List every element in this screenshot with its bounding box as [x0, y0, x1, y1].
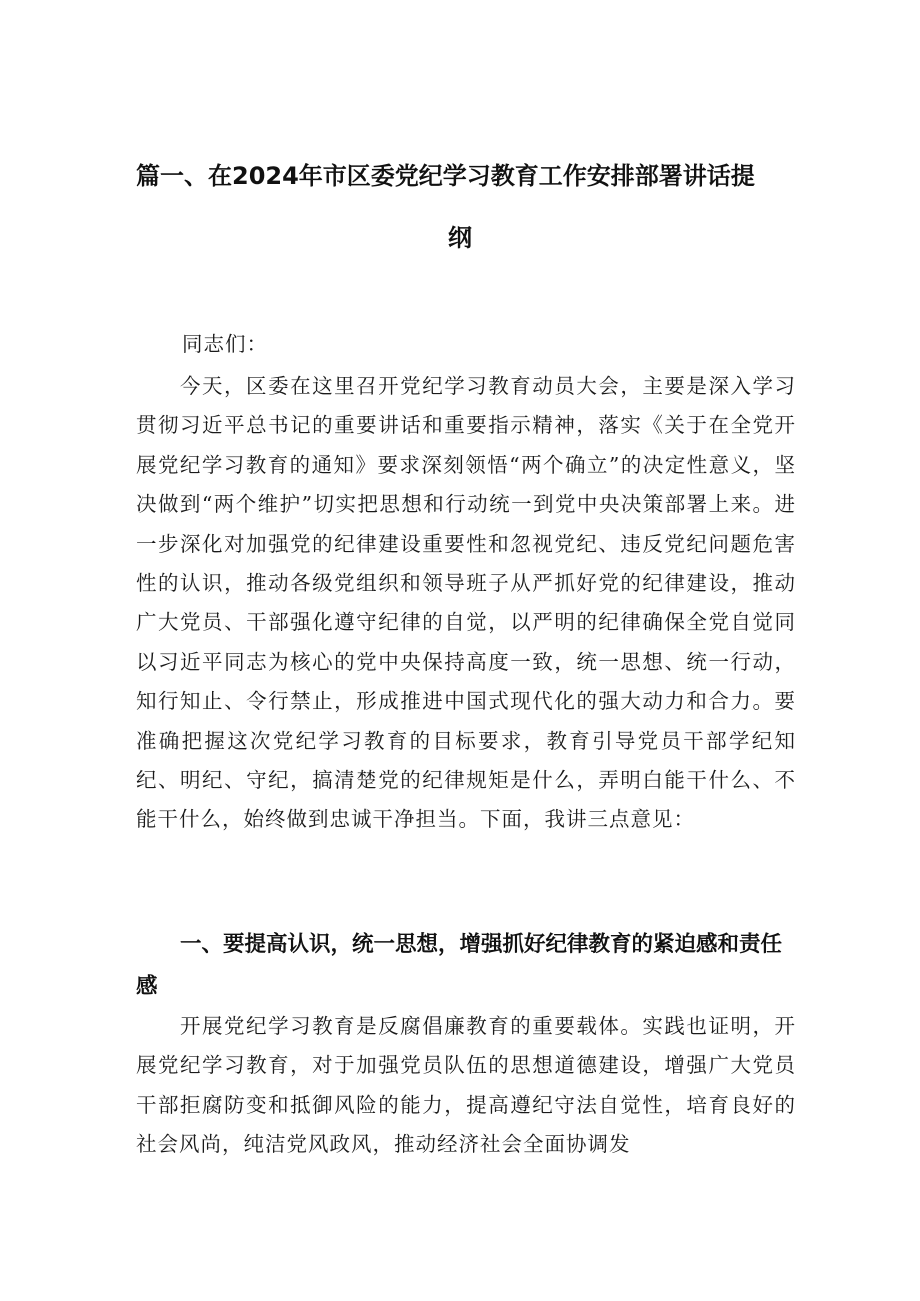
paragraph-intro: 今天，区委在这里召开党纪学习教育动员大会，主要是深入学习贯彻习近平总书记的重要讲话和重要指示精神，落实《关于在全党开展党纪学习教育的通知》要求深刻领悟“两个确立”的决定性意义，坚决做到“两个维护”切实把思想和行动统一到党中央决策部署上来。进一步深化对加强党的纪律建设重要性和忽视党纪、违反党纪问题危害性的认识，推动各级党组织和领导班子从严抓好党的纪律建设，推动广大党员、干部强化遵守纪律的自觉，以严明的纪律确保全党自觉同以习近平同志为核心的党中央保持高度一致，统一思想、统一行动，知行知止、令行禁止，形成推进中国式现代化的强大动力和合力。要准确把握这次党纪学习教育的目标要求，教育引导党员干部学纪知纪、明纪、守纪，搞清楚党的纪律规矩是什么，弄明白能干什么、不能干什么，始终做到忠诚干净担当。下面，我讲三点意见： — [136, 374, 796, 832]
document-title-line2: 纲 — [448, 224, 472, 252]
paragraph-section1: 开展党纪学习教育是反腐倡廉教育的重要载体。实践也证明，开展党纪学习教育，对于加强党员队伍的思想道德建设，增强广大党员干部拒腐防变和抵御风险的能力，提高遵纪守法自觉性，培育良好的社会风尚，纯洁党风政风，推动经济社会全面协调发 — [136, 1014, 796, 1157]
greeting: 同志们： — [182, 332, 268, 356]
document-title-line1: 篇一、在2024年市区委党纪学习教育工作安排部署讲话提 — [136, 162, 755, 190]
section-heading-1: 一、要提高认识，统一思想，增强抓好纪律教育的紧迫感和责任感 — [136, 932, 783, 999]
